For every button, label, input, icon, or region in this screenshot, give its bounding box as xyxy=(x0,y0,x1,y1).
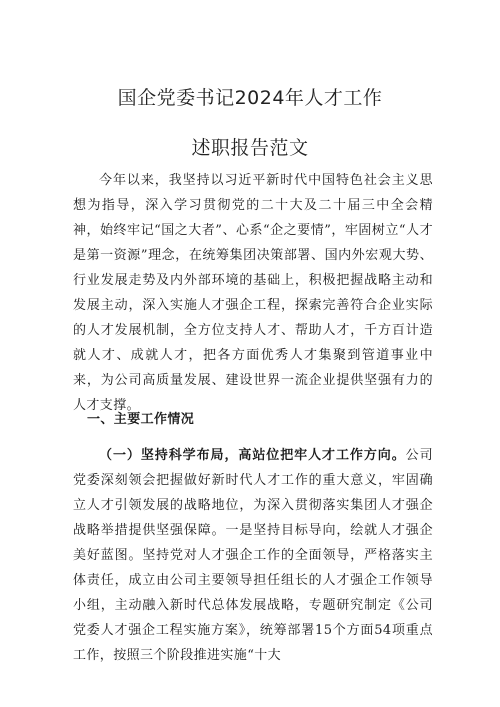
document-title-line1: 国企党委书记2024年人才工作 xyxy=(117,87,383,109)
section1-heading: 一、主要工作情况 xyxy=(87,412,195,427)
document-title-line2: 述职报告范文 xyxy=(191,137,309,159)
intro-text: 今年以来，我坚持以习近平新时代中国特色社会主义思想为指导，深入学习贯彻党的二十大及二十届三中全会精神，始终牢记“国之大者”、心系“企之要情”，牢固树立“人才是第一资源”理念，在统筹集团决策部署、国内外宏观大势、行业发展走势及内外部环境的基础上，积极把握战略主动和发展主动，深入实施人才强企工程，探索完善符合企业实际的人才发展机制，全方位支持人才、帮助人才，千方百计造就人才、成就人才，把各方面优秀人才集聚到管道事业中来，为公司高质量发展、建设世界一流企业提供坚强有力的人才支撑。 xyxy=(73,173,433,413)
subsection1-text xyxy=(73,443,433,668)
subsection1-body: 公司党委深刻领会把握做好新时代人才工作的重大意义，牢固确立人才引领发展的战略地位，为深入贯彻落实集团人才强企战略举措提供坚强保障。一是坚持目标导向，绘就人才强企美好蓝图。坚持党对人才强企工作的全面领导，严格落实主体责任，成立由公司主要领导担任组长的人才强企工作领导小组，主动融入新时代总体发展战略，专题研究制定《公司党委人才强企工程实施方案》，统筹部署15个方面54项重点工作，按照三个阶段推进实施“十大 xyxy=(73,448,433,663)
subsection1-paragraph xyxy=(73,443,433,707)
subsection1-lead: （一）坚持科学布局，高站位把牢人才工作方向。 xyxy=(99,448,406,463)
intro-paragraph xyxy=(73,168,433,413)
